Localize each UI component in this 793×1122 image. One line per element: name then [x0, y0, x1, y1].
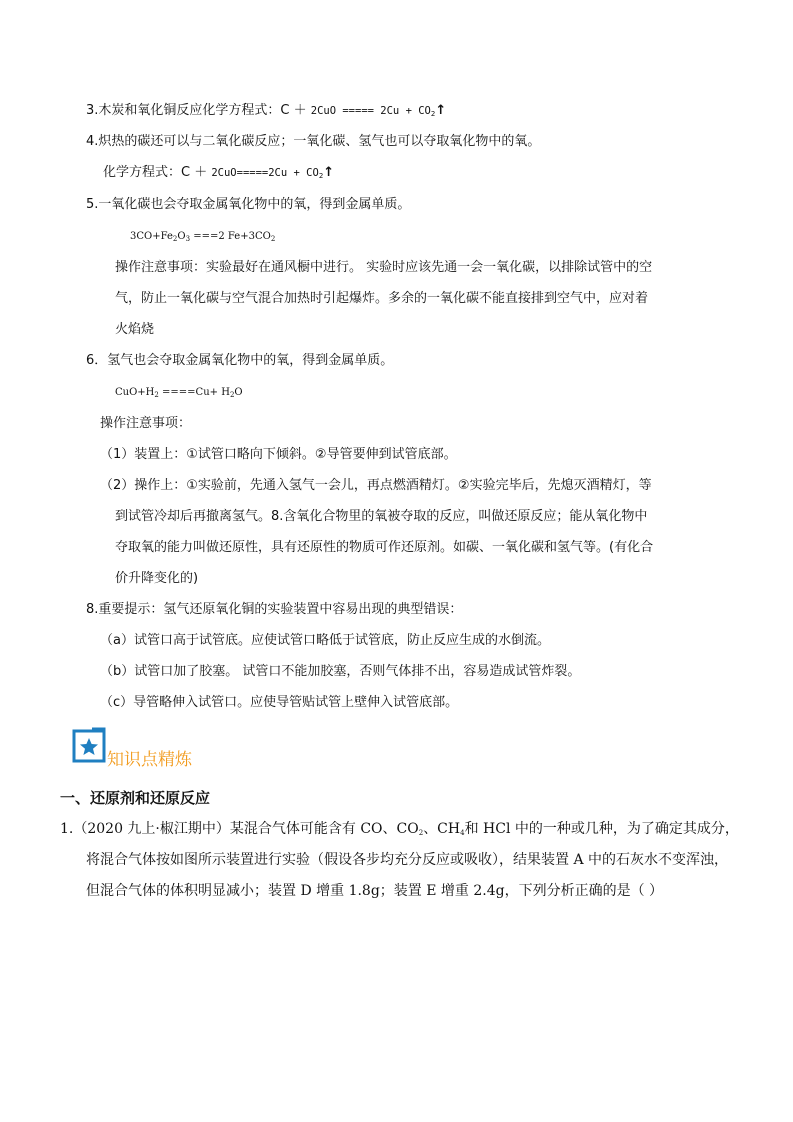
question-line-3: 但混合气体的体积明显减小；装置 D 增重 1.8g；装置 E 增重 2.4g，下列分析正确的是（ ）: [86, 883, 664, 899]
chemical-equation-label: 化学方程式：C ＋: [103, 165, 212, 180]
q-part: 和 HCl 中的一种或几种，为了确定其成分，: [464, 821, 739, 837]
line-4-text: 4.炽热的碳还可以与二氧化碳反应；一氧化碳、氢气也可以夺取氧化物中的氧。: [86, 134, 541, 149]
line-3-equation: 2CuO ===== 2Cu + CO: [310, 105, 431, 117]
section-title: 一、还原剂和还原反应: [60, 789, 211, 807]
up-arrow-icon: ↑: [323, 165, 335, 180]
tip-c: （c）导管略伸入试管口。应使导管贴试管上壁伸入试管底部。: [100, 695, 459, 710]
operation-note-4: 价升降变化的): [115, 571, 199, 586]
operation-note-1: （2）操作上：①实验前，先通入氢气一会儿，再点燃酒精灯。②实验完毕后，先熄灭酒精灯，等: [100, 478, 652, 493]
eq-part: ===2 Fe+3CO: [190, 231, 271, 242]
line-6-text: 6．氢气也会夺取金属氧化物中的氧，得到金属单质。: [86, 353, 394, 368]
tip-heading: 8.重要提示：氢气还原氧化铜的实验装置中容易出现的典型错误：: [86, 602, 463, 617]
line-5-text: 5.一氧化碳也会夺取金属氧化物中的氧，得到金属单质。: [86, 197, 411, 212]
notes-label: 操作注意事项：: [100, 416, 192, 431]
eq-part: CuO+H: [115, 387, 155, 398]
q-part: 、CH: [423, 821, 461, 837]
tip-a: （a）试管口高于试管底。应使试管口略低于试管底，防止反应生成的水倒流。: [100, 633, 550, 648]
co-fe2o3-equation: [130, 229, 275, 247]
chemical-equation: 2CuO=====2Cu + CO: [211, 167, 319, 179]
subscript: 2: [154, 391, 159, 399]
eq-part: 3CO+Fe: [130, 231, 173, 242]
star-folder-icon: [72, 727, 106, 763]
notes-line-3: 火焰烧: [115, 322, 155, 337]
question-line-1: [60, 820, 739, 842]
subscript: 2: [430, 110, 436, 118]
subscript: 4: [460, 829, 465, 837]
notes-line-2: 气，防止一氧化碳与空气混合加热时引起爆炸。多余的一氧化碳不能直接排到空气中，应对着: [115, 291, 649, 306]
eq-part: O: [177, 231, 186, 242]
eq-part: ====Cu+ H: [158, 387, 230, 398]
notes-line-1: 操作注意事项：实验最好在通风橱中进行。 实验时应该先通一会一氧化碳，以排除试管中的空: [115, 260, 653, 275]
device-note: （1）装置上：①试管口略向下倾斜。②导管要伸到试管底部。: [100, 447, 457, 462]
operation-note-2: 到试管冷却后再撤离氢气。8.含氧化合物里的氧被夺取的反应，叫做还原反应；能从氧化物中: [115, 509, 648, 524]
cuo-h2-equation: [115, 385, 243, 403]
line-3-charcoal-equation: [86, 103, 446, 122]
eq-part: O: [234, 387, 243, 398]
subscript: 3: [185, 235, 191, 243]
tip-b: （b）试管口加了胶塞。 试管口不能加胶塞，否则气体排不出，容易造成试管炸裂。: [100, 664, 581, 679]
operation-note-3: 夺取氧的能力叫做还原性，具有还原性的物质可作还原剂。如碳、一氧化碳和氢气等。(有化合: [115, 540, 654, 555]
up-arrow-icon: ↑: [435, 103, 447, 118]
subscript: 2: [270, 235, 276, 243]
subscript: 2: [172, 235, 178, 243]
subscript: 2: [229, 391, 235, 399]
question-line-2: 将混合气体按如图所示装置进行实验（假设各步均充分反应或吸收），结果装置 A 中的石灰水不变浑浊，: [86, 852, 729, 868]
chemical-equation-line: [103, 165, 334, 184]
knowledge-heading: 知识点精炼: [107, 750, 192, 770]
subscript: 2: [318, 172, 324, 180]
subscript: 2: [418, 829, 424, 837]
line-3-text: 3.木炭和氧化铜反应化学方程式：C ＋: [86, 103, 311, 118]
q-part: 1.（2020 九上·椒江期中）某混合气体可能含有 CO、CO: [60, 821, 419, 837]
